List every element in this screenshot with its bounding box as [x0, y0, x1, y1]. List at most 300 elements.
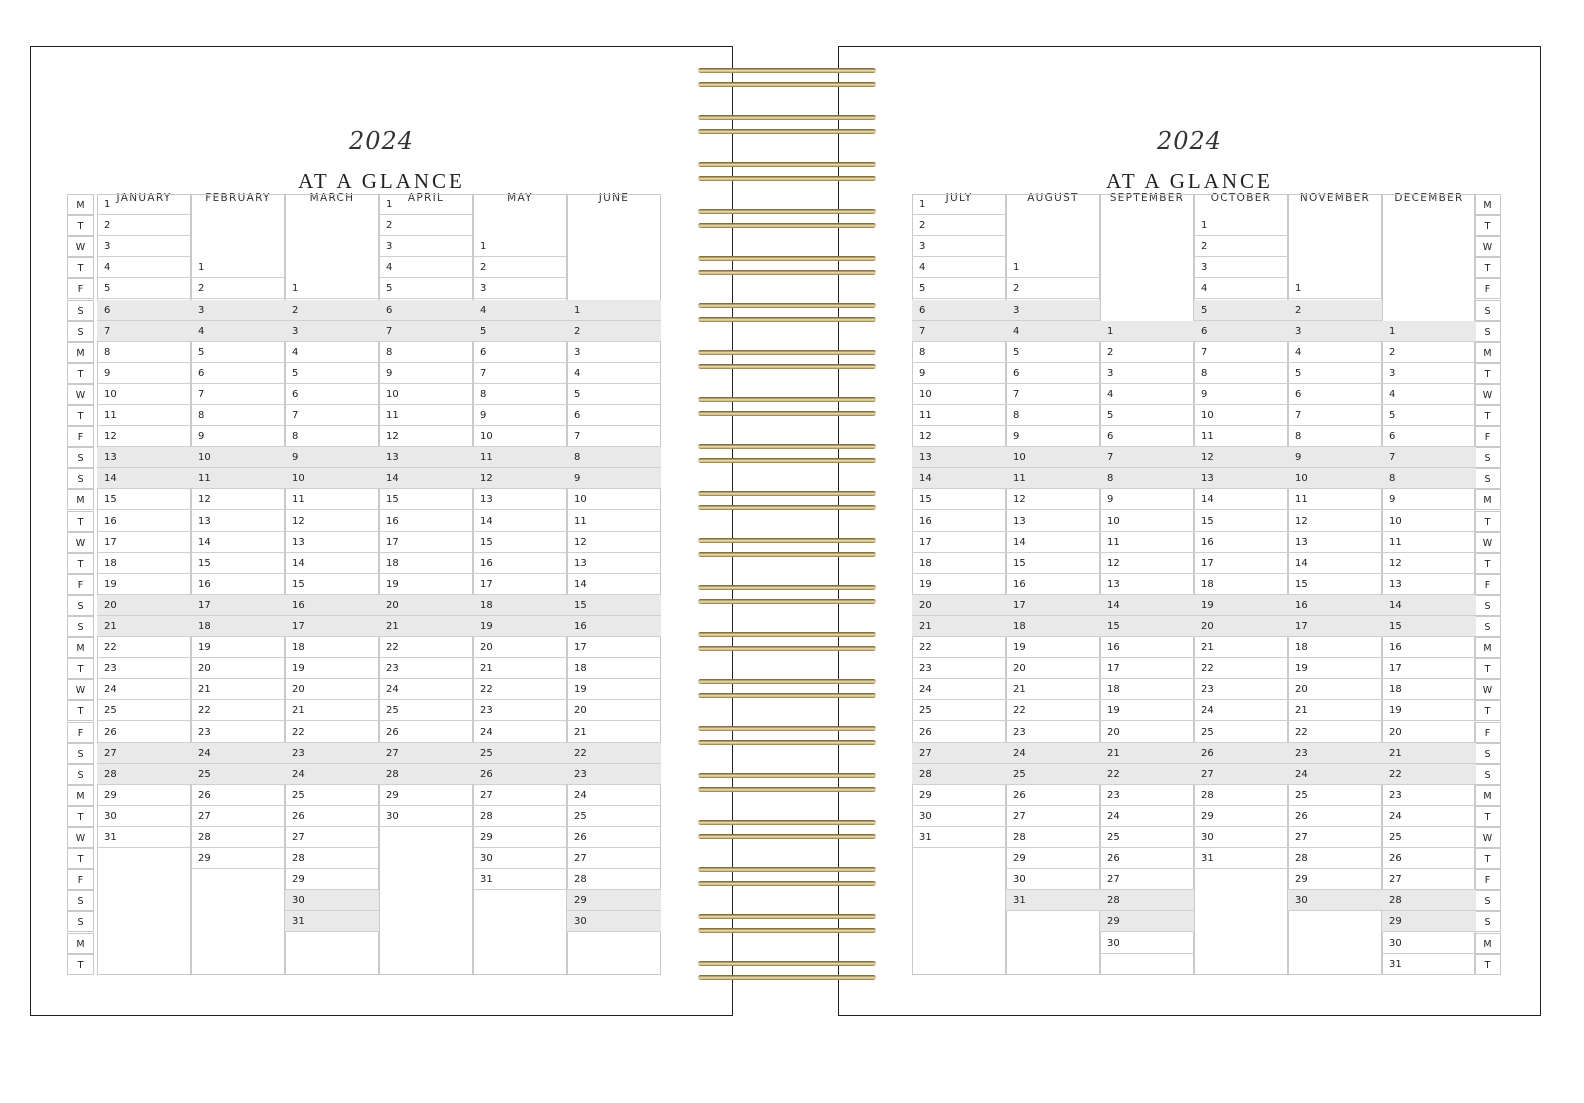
day-cell: 18 [473, 595, 567, 616]
day-cell: 6 [912, 300, 1006, 321]
day-cell: 14 [1288, 553, 1382, 574]
day-cell: 13 [567, 553, 661, 574]
weekday-letter: M [1474, 342, 1501, 363]
day-cell: 3 [97, 236, 191, 257]
day-cell: 30 [1288, 890, 1382, 911]
day-cell: 25 [473, 743, 567, 764]
day-cell: 28 [379, 764, 473, 785]
day-cell: 10 [473, 426, 567, 447]
day-cell: 16 [1100, 637, 1194, 658]
weekday-letter: M [67, 637, 94, 658]
day-cell: 18 [1006, 616, 1100, 637]
day-cell: 4 [1100, 384, 1194, 405]
day-cell: 18 [1288, 637, 1382, 658]
spiral-ring [698, 914, 876, 919]
spiral-ring [698, 632, 876, 637]
day-cell: 27 [473, 785, 567, 806]
day-cell: 10 [1100, 511, 1194, 532]
day-cell: 7 [912, 321, 1006, 342]
spiral-ring [698, 834, 876, 839]
day-cell: 5 [1288, 363, 1382, 384]
day-cell: 30 [473, 848, 567, 869]
day-cell: 31 [1194, 848, 1288, 869]
day-cell: 12 [1288, 511, 1382, 532]
day-cell: 10 [912, 384, 1006, 405]
page-title-left: AT A GLANCE [298, 169, 465, 193]
day-cell: 25 [1100, 827, 1194, 848]
day-cell: 4 [1382, 384, 1476, 405]
day-cell: 21 [379, 616, 473, 637]
day-cell: 12 [97, 426, 191, 447]
day-cell: 23 [97, 658, 191, 679]
day-cell: 18 [379, 553, 473, 574]
spiral-ring [698, 726, 876, 731]
day-cell: 16 [1006, 574, 1100, 595]
day-cell: 12 [191, 489, 285, 510]
day-cell: 28 [1382, 890, 1476, 911]
spiral-ring [698, 491, 876, 496]
day-cell: 21 [1382, 743, 1476, 764]
day-cell: 24 [567, 785, 661, 806]
day-cell: 15 [285, 574, 379, 595]
day-cell: 25 [567, 806, 661, 827]
day-cell: 13 [97, 447, 191, 468]
day-cell: 22 [1382, 764, 1476, 785]
weekday-letter: T [67, 405, 94, 426]
weekday-letter: T [1474, 806, 1501, 827]
weekday-letter: W [1474, 236, 1501, 257]
day-cell: 8 [191, 405, 285, 426]
day-cell: 26 [285, 806, 379, 827]
day-cell: 24 [1382, 806, 1476, 827]
weekday-letter: M [67, 342, 94, 363]
day-cell: 4 [191, 321, 285, 342]
day-cell: 17 [473, 574, 567, 595]
day-cell: 1 [191, 257, 285, 278]
day-cell: 25 [1382, 827, 1476, 848]
day-cell: 3 [1100, 363, 1194, 384]
weekday-letter: W [1474, 679, 1501, 700]
day-cell: 31 [1006, 890, 1100, 911]
day-cell: 30 [285, 890, 379, 911]
day-cell: 5 [567, 384, 661, 405]
weekday-letter: W [67, 532, 94, 553]
weekday-letter: W [1474, 532, 1501, 553]
day-cell: 26 [567, 827, 661, 848]
spiral-ring [698, 129, 876, 134]
day-cell: 22 [285, 722, 379, 743]
day-cell: 5 [912, 278, 1006, 299]
day-cell: 12 [473, 468, 567, 489]
day-cell: 10 [379, 384, 473, 405]
day-cell: 20 [473, 637, 567, 658]
day-cell: 26 [1288, 806, 1382, 827]
spiral-ring [698, 68, 876, 73]
day-cell: 14 [379, 468, 473, 489]
day-cell: 25 [1194, 722, 1288, 743]
day-cell: 14 [191, 532, 285, 553]
weekday-letter: T [1474, 215, 1501, 236]
day-cell: 21 [1100, 743, 1194, 764]
spiral-ring [698, 599, 876, 604]
weekday-letter: S [67, 743, 94, 764]
weekday-letter: T [1474, 954, 1501, 975]
day-cell: 3 [1288, 321, 1382, 342]
day-cell: 23 [1382, 785, 1476, 806]
day-cell: 29 [285, 869, 379, 890]
day-cell: 17 [1382, 658, 1476, 679]
weekday-letter: M [1474, 489, 1501, 510]
day-cell: 11 [1100, 532, 1194, 553]
weekday-letter: W [67, 827, 94, 848]
day-cell: 7 [1382, 447, 1476, 468]
day-cell: 3 [567, 342, 661, 363]
day-cell: 9 [473, 405, 567, 426]
day-cell: 3 [1194, 257, 1288, 278]
day-cell: 25 [191, 764, 285, 785]
day-cell: 27 [97, 743, 191, 764]
day-cell: 24 [285, 764, 379, 785]
day-cell: 6 [191, 363, 285, 384]
day-cell: 1 [1194, 215, 1288, 236]
day-cell: 2 [97, 215, 191, 236]
day-cell: 14 [473, 511, 567, 532]
day-cell: 4 [1006, 321, 1100, 342]
day-cell: 24 [912, 679, 1006, 700]
day-cell: 30 [379, 806, 473, 827]
weekday-letter: F [67, 278, 94, 299]
weekday-letter: T [67, 658, 94, 679]
day-cell: 18 [97, 553, 191, 574]
day-cell: 16 [473, 553, 567, 574]
day-cell: 23 [1194, 679, 1288, 700]
day-cell: 15 [1382, 616, 1476, 637]
weekday-letter: S [67, 911, 94, 932]
day-cell: 24 [191, 743, 285, 764]
day-cell: 14 [97, 468, 191, 489]
day-cell: 5 [473, 321, 567, 342]
day-cell: 4 [912, 257, 1006, 278]
day-cell: 21 [1288, 700, 1382, 721]
day-cell: 20 [1006, 658, 1100, 679]
day-cell: 8 [912, 342, 1006, 363]
day-cell: 6 [567, 405, 661, 426]
day-cell: 23 [1100, 785, 1194, 806]
spiral-ring [698, 223, 876, 228]
weekday-letter: T [1474, 363, 1501, 384]
day-cell: 22 [1288, 722, 1382, 743]
day-cell: 9 [285, 447, 379, 468]
day-cell: 13 [1382, 574, 1476, 595]
year-label-left: 2024 [348, 127, 415, 155]
day-cell: 8 [567, 447, 661, 468]
day-cell: 8 [285, 426, 379, 447]
day-cell: 4 [97, 257, 191, 278]
day-cell: 10 [1194, 405, 1288, 426]
day-cell: 5 [191, 342, 285, 363]
day-cell: 5 [285, 363, 379, 384]
day-cell: 28 [1100, 890, 1194, 911]
day-cell: 11 [912, 405, 1006, 426]
day-cell: 1 [285, 278, 379, 299]
month-header: JULY [945, 192, 973, 204]
weekday-letter: T [67, 257, 94, 278]
day-cell: 16 [1382, 637, 1476, 658]
spiral-ring [698, 881, 876, 886]
weekday-letter: S [1474, 911, 1501, 932]
day-cell: 6 [1288, 384, 1382, 405]
day-cell: 17 [912, 532, 1006, 553]
day-cell: 27 [191, 806, 285, 827]
day-cell: 10 [1382, 511, 1476, 532]
day-cell: 5 [1006, 342, 1100, 363]
weekday-letter: F [1474, 426, 1501, 447]
spiral-ring [698, 820, 876, 825]
month-header: SEPTEMBER [1109, 192, 1185, 204]
month-header: DECEMBER [1394, 192, 1464, 204]
month-header: OCTOBER [1210, 192, 1272, 204]
day-cell: 19 [191, 637, 285, 658]
day-cell: 6 [1006, 363, 1100, 384]
day-cell: 2 [1288, 300, 1382, 321]
day-cell: 11 [285, 489, 379, 510]
day-cell: 12 [285, 511, 379, 532]
day-cell: 17 [285, 616, 379, 637]
day-cell: 19 [1100, 700, 1194, 721]
day-cell: 22 [379, 637, 473, 658]
day-cell: 9 [379, 363, 473, 384]
day-cell: 1 [473, 236, 567, 257]
spiral-ring [698, 82, 876, 87]
day-cell: 15 [473, 532, 567, 553]
day-cell: 9 [1288, 447, 1382, 468]
day-cell: 21 [191, 679, 285, 700]
day-cell: 6 [1194, 321, 1288, 342]
day-cell: 2 [912, 215, 1006, 236]
weekday-letter: T [67, 553, 94, 574]
day-cell: 16 [285, 595, 379, 616]
day-cell: 14 [1006, 532, 1100, 553]
day-cell: 24 [379, 679, 473, 700]
spiral-ring [698, 646, 876, 651]
day-cell: 22 [1100, 764, 1194, 785]
day-cell: 22 [97, 637, 191, 658]
day-cell: 29 [912, 785, 1006, 806]
spiral-ring [698, 679, 876, 684]
weekday-letter: T [1474, 405, 1501, 426]
day-cell: 17 [1194, 553, 1288, 574]
day-cell: 9 [1194, 384, 1288, 405]
weekday-letter: T [1474, 658, 1501, 679]
day-cell: 7 [97, 321, 191, 342]
weekday-letter: W [1474, 384, 1501, 405]
weekday-letter: S [1474, 595, 1501, 616]
day-cell: 1 [912, 194, 1006, 215]
weekday-letter: S [67, 764, 94, 785]
weekday-letter: F [67, 869, 94, 890]
day-cell: 19 [1194, 595, 1288, 616]
day-cell: 26 [379, 722, 473, 743]
day-cell: 3 [1006, 300, 1100, 321]
spiral-ring [698, 350, 876, 355]
day-cell: 1 [567, 300, 661, 321]
day-cell: 31 [912, 827, 1006, 848]
day-cell: 4 [473, 300, 567, 321]
month-header: MARCH [309, 192, 355, 204]
weekday-letter: S [67, 300, 94, 321]
day-cell: 13 [1194, 468, 1288, 489]
weekday-letter: M [67, 785, 94, 806]
spiral-ring [698, 411, 876, 416]
weekday-letter: T [67, 806, 94, 827]
weekday-letter: T [1474, 700, 1501, 721]
month-header: AUGUST [1027, 192, 1079, 204]
day-cell: 3 [473, 278, 567, 299]
spiral-ring [698, 552, 876, 557]
month-header: MAY [507, 192, 533, 204]
day-cell: 19 [912, 574, 1006, 595]
weekday-letter: S [67, 447, 94, 468]
weekday-letter: S [1474, 321, 1501, 342]
day-cell: 11 [1194, 426, 1288, 447]
day-cell: 15 [1288, 574, 1382, 595]
day-cell: 29 [1006, 848, 1100, 869]
weekday-letter: M [67, 933, 94, 954]
weekday-letter: F [1474, 574, 1501, 595]
day-cell: 12 [1382, 553, 1476, 574]
weekday-letter: M [1474, 785, 1501, 806]
weekday-letter: M [1474, 933, 1501, 954]
day-cell: 23 [379, 658, 473, 679]
day-cell: 27 [1288, 827, 1382, 848]
day-cell: 7 [1194, 342, 1288, 363]
weekday-letter: S [67, 890, 94, 911]
weekday-letter: T [67, 363, 94, 384]
day-cell: 6 [1100, 426, 1194, 447]
spiral-ring [698, 303, 876, 308]
spiral-ring [698, 458, 876, 463]
weekday-letter: T [1474, 511, 1501, 532]
month-header: JANUARY [116, 192, 172, 204]
day-cell: 11 [1288, 489, 1382, 510]
weekday-letter: M [1474, 194, 1501, 215]
weekday-letter: T [1474, 553, 1501, 574]
spiral-ring [698, 867, 876, 872]
day-cell: 12 [1006, 489, 1100, 510]
day-cell: 1 [1288, 278, 1382, 299]
weekday-letter: W [67, 384, 94, 405]
day-cell: 29 [1194, 806, 1288, 827]
day-cell: 3 [1382, 363, 1476, 384]
day-cell: 22 [1006, 700, 1100, 721]
day-cell: 15 [379, 489, 473, 510]
day-cell: 13 [1100, 574, 1194, 595]
day-cell: 1 [1382, 321, 1476, 342]
weekday-letter: F [67, 574, 94, 595]
weekday-letter: S [1474, 300, 1501, 321]
day-cell: 15 [1194, 511, 1288, 532]
day-cell: 31 [473, 869, 567, 890]
day-cell: 29 [567, 890, 661, 911]
day-cell: 15 [912, 489, 1006, 510]
day-cell: 21 [1194, 637, 1288, 658]
weekday-letter: F [67, 722, 94, 743]
day-cell: 7 [567, 426, 661, 447]
day-cell: 21 [912, 616, 1006, 637]
day-cell: 24 [97, 679, 191, 700]
day-cell: 28 [285, 848, 379, 869]
day-cell: 19 [379, 574, 473, 595]
day-cell: 25 [1006, 764, 1100, 785]
spiral-ring [698, 928, 876, 933]
day-cell: 7 [191, 384, 285, 405]
day-cell: 19 [1288, 658, 1382, 679]
day-cell: 15 [567, 595, 661, 616]
weekday-letter: S [67, 468, 94, 489]
day-cell: 18 [1194, 574, 1288, 595]
spiral-ring [698, 740, 876, 745]
spiral-ring [698, 693, 876, 698]
day-cell: 25 [97, 700, 191, 721]
day-cell: 14 [1194, 489, 1288, 510]
day-cell: 28 [912, 764, 1006, 785]
day-cell: 26 [912, 722, 1006, 743]
day-cell: 8 [1006, 405, 1100, 426]
day-cell: 4 [1288, 342, 1382, 363]
day-cell: 18 [567, 658, 661, 679]
spiral-ring [698, 256, 876, 261]
day-cell: 3 [912, 236, 1006, 257]
day-cell: 28 [1006, 827, 1100, 848]
day-cell: 2 [379, 215, 473, 236]
day-cell: 10 [285, 468, 379, 489]
day-cell: 21 [567, 722, 661, 743]
weekday-letter: T [1474, 848, 1501, 869]
day-cell: 11 [97, 405, 191, 426]
weekday-letter: T [1474, 257, 1501, 278]
weekday-letter: T [67, 215, 94, 236]
day-cell: 28 [567, 869, 661, 890]
weekday-letter: F [1474, 278, 1501, 299]
day-cell: 5 [97, 278, 191, 299]
day-cell: 11 [1382, 532, 1476, 553]
month-header: JUNE [598, 192, 630, 204]
day-cell: 15 [1006, 553, 1100, 574]
day-cell: 9 [1100, 489, 1194, 510]
day-cell: 24 [1194, 700, 1288, 721]
day-cell: 9 [97, 363, 191, 384]
day-cell: 31 [1382, 954, 1476, 975]
day-cell: 30 [1382, 933, 1476, 954]
spiral-ring [698, 975, 876, 980]
day-cell: 2 [1006, 278, 1100, 299]
spiral-ring [698, 773, 876, 778]
day-cell: 18 [912, 553, 1006, 574]
day-cell: 4 [1194, 278, 1288, 299]
day-cell: 18 [285, 637, 379, 658]
day-cell: 2 [567, 321, 661, 342]
day-cell: 18 [191, 616, 285, 637]
spiral-ring [698, 317, 876, 322]
day-cell: 1 [379, 194, 473, 215]
day-cell: 12 [1194, 447, 1288, 468]
spiral-ring [698, 162, 876, 167]
day-cell: 27 [1382, 869, 1476, 890]
day-cell: 24 [1006, 743, 1100, 764]
day-cell: 25 [1288, 785, 1382, 806]
day-cell: 14 [912, 468, 1006, 489]
day-cell: 25 [912, 700, 1006, 721]
